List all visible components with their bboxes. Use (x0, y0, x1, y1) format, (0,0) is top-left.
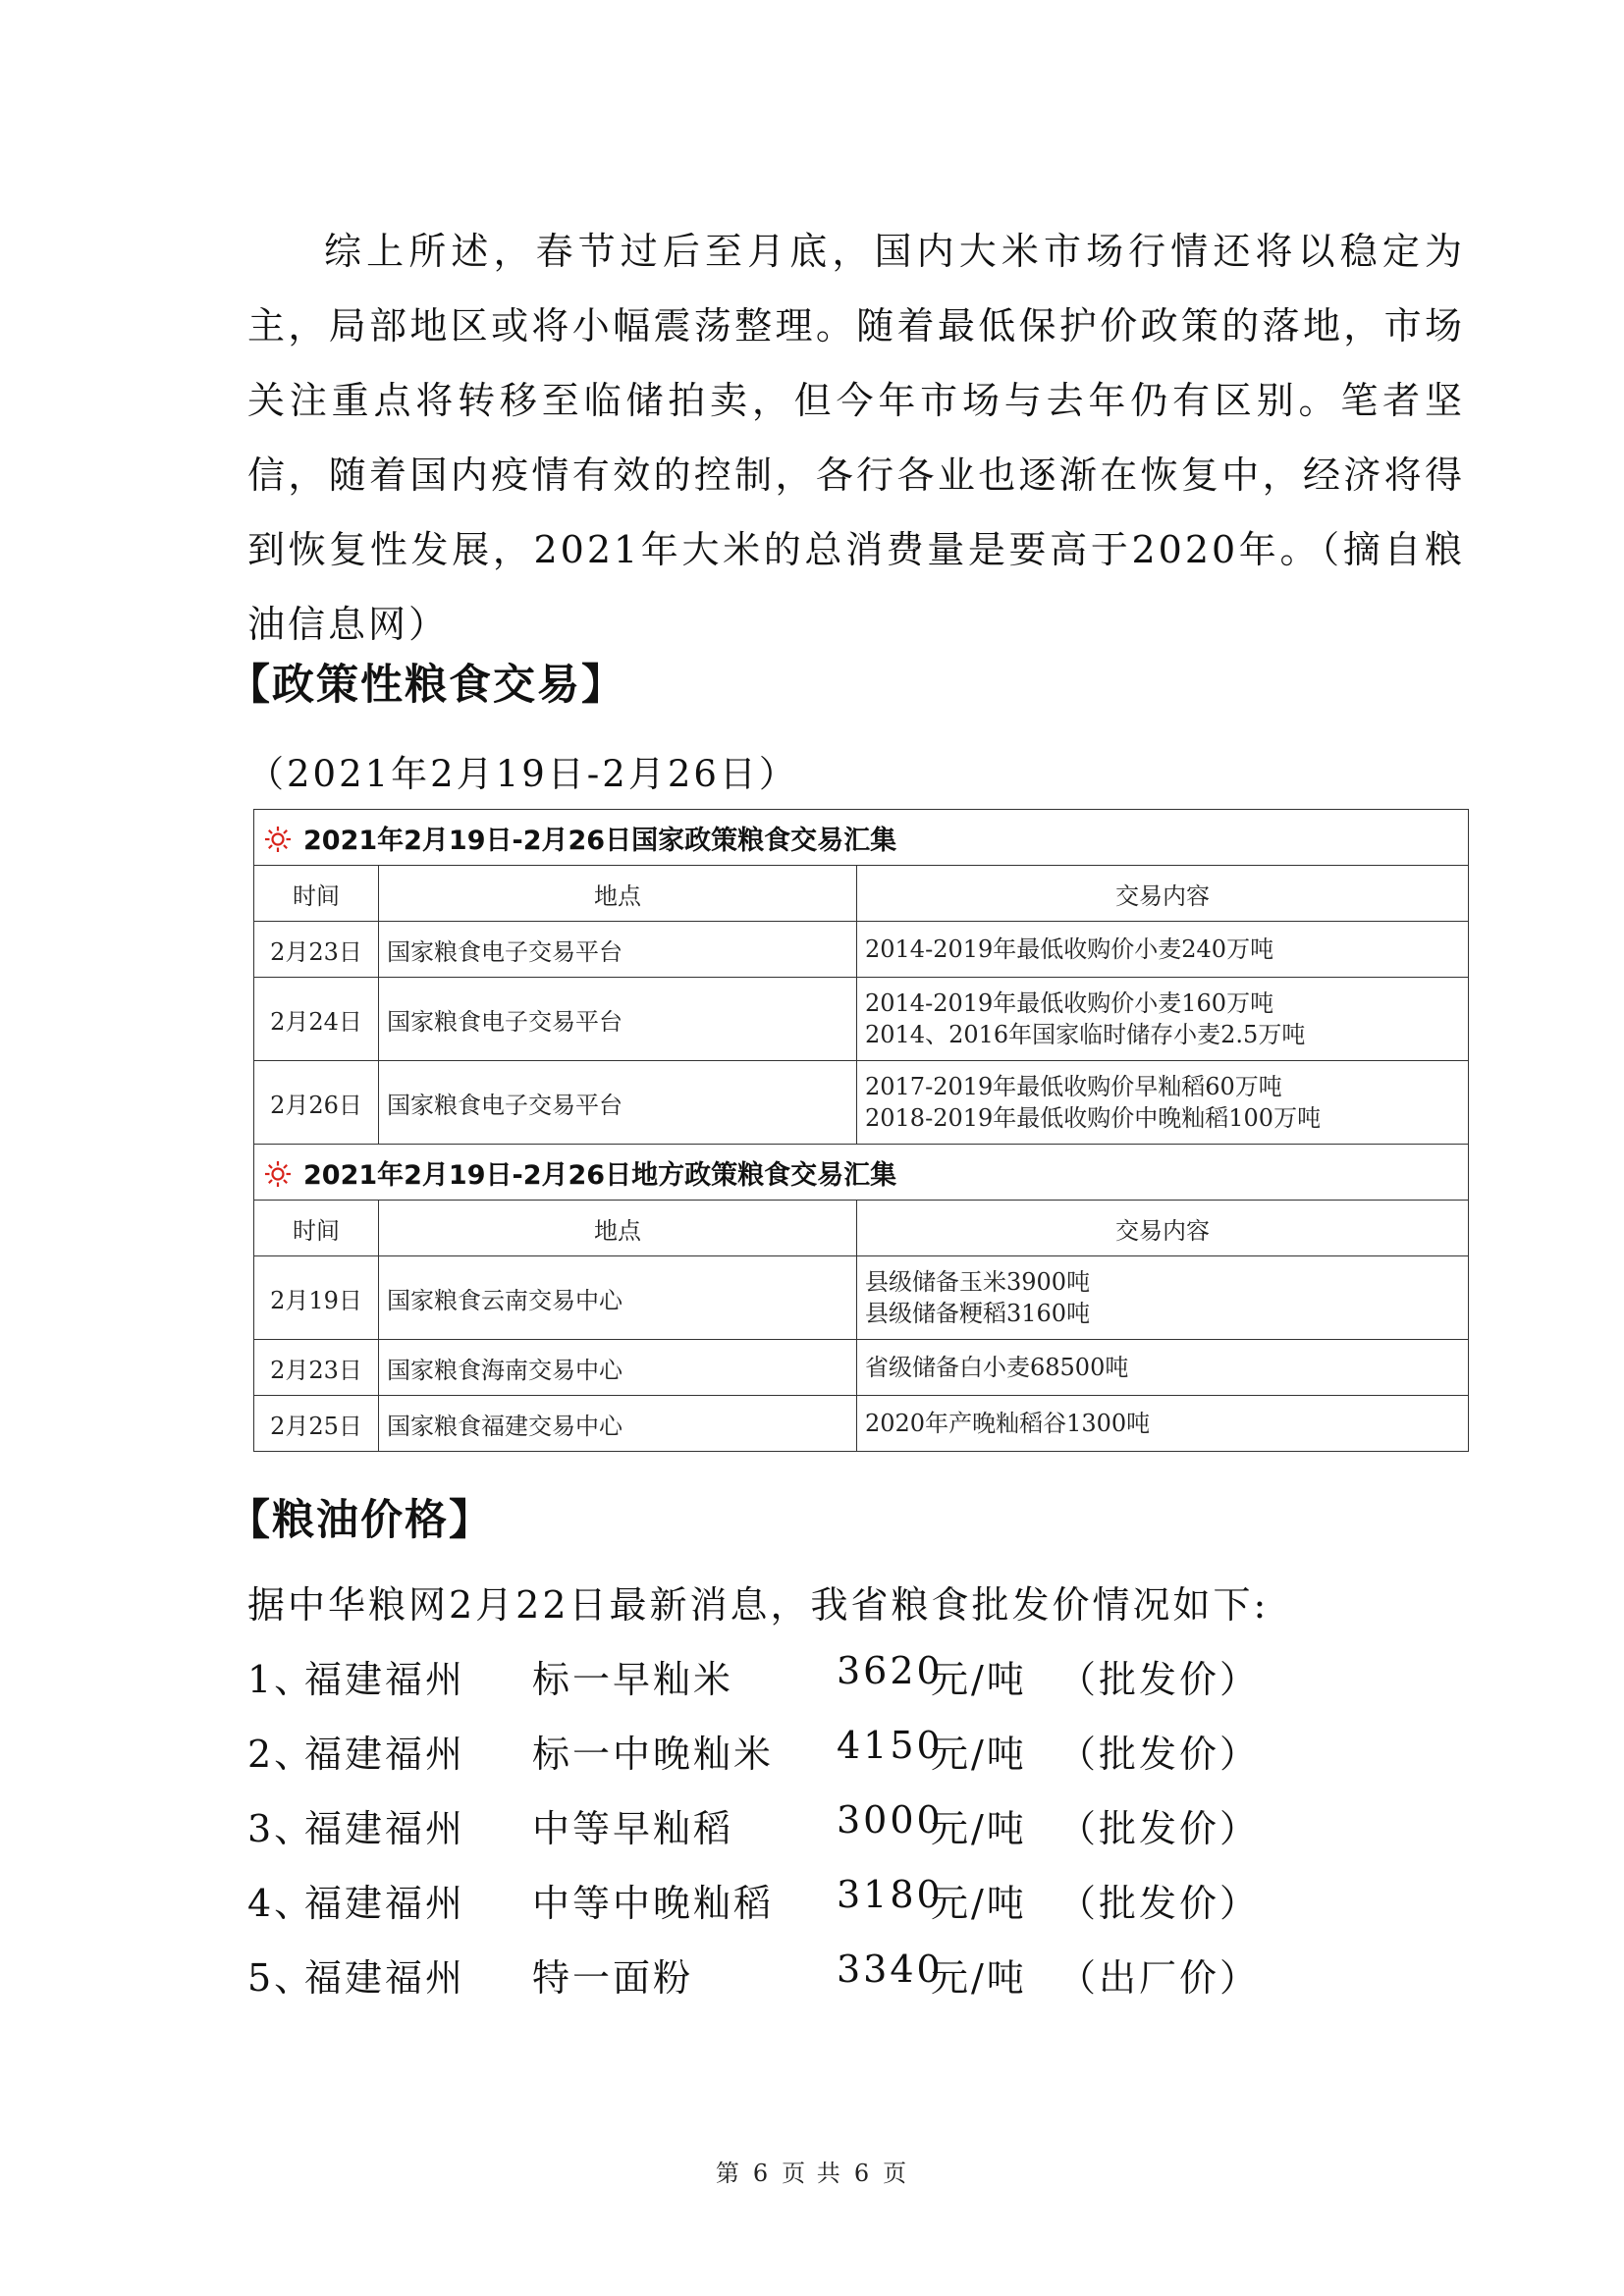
price-item-region: 福建福州 (304, 1956, 466, 2000)
list-item (247, 1649, 1261, 1724)
price-item-price: 3340 (837, 1948, 944, 1991)
local-section-row (254, 1145, 1469, 1201)
price-item-product: 中等中晚籼稻 (532, 1882, 775, 1925)
national-section-row (254, 810, 1469, 866)
list-item (247, 1724, 1261, 1798)
row-content (857, 922, 1469, 978)
row-content-line: 2014-2019年最低收购价小麦240万吨 (865, 935, 1274, 963)
header-time: 时间 (254, 866, 379, 922)
table-row (254, 978, 1469, 1061)
local-header-row (254, 1201, 1469, 1256)
price-item-type: （出厂价） (1058, 1956, 1261, 2000)
row-time: 2月25日 (254, 1396, 379, 1452)
price-item-type: （批发价） (1058, 1882, 1261, 1925)
price-item-price: 3000 (837, 1798, 944, 1842)
row-time: 2月19日 (254, 1256, 379, 1340)
price-item-region: 福建福州 (304, 1882, 466, 1925)
price-item-region: 福建福州 (304, 1807, 466, 1850)
price-item-number: 5、 (247, 1956, 315, 2000)
policy-date-range: （2021年2月19日-2月26日） (247, 753, 798, 795)
national-header-row (254, 866, 1469, 922)
price-intro: 据中华粮网2月22日最新消息，我省粮食批发价情况如下: (247, 1583, 1270, 1627)
row-content-line: 2014-2019年最低收购价小麦160万吨 (865, 989, 1274, 1017)
row-content-line: 2018-2019年最低收购价中晚籼稻100万吨 (865, 1104, 1322, 1132)
row-place: 国家粮食电子交易平台 (379, 1061, 857, 1145)
local-section-title: 2021年2月19日-2月26日地方政策粮食交易汇集 (303, 1159, 897, 1191)
row-time: 2月26日 (254, 1061, 379, 1145)
row-place: 国家粮食电子交易平台 (379, 922, 857, 978)
price-item-price: 4150 (837, 1724, 944, 1767)
price-list (247, 1649, 1261, 2022)
row-content (857, 1396, 1469, 1452)
summary-paragraph: 综上所述，春节过后至月底，国内大米市场行情还将以稳定为主，局部地区或将小幅震荡整理。随着最低保护价政策的落地，市场关注重点将转移至临储拍卖，但今年市场与去年仍有区别。笔者坚信，随着国内疫情有效的控制，各行各业也逐渐在恢复中，经济将得到恢复性发展，2021年大米的总消费量是要高于2020年。（摘自粮油信息网） (247, 230, 1465, 646)
header-place: 地点 (379, 866, 857, 922)
footer-middle: 页 共 (782, 2160, 842, 2187)
row-content-line: 省级储备白小麦68500吨 (865, 1354, 1129, 1381)
row-place: 国家粮食电子交易平台 (379, 978, 857, 1061)
row-time: 2月23日 (254, 922, 379, 978)
price-item-unit: 元/吨 (931, 1882, 1027, 1925)
price-item-product: 标一中晚籼米 (532, 1733, 775, 1776)
list-item (247, 1873, 1261, 1948)
row-content-line: 2020年产晚籼稻谷1300吨 (865, 1410, 1151, 1437)
policy-trade-heading: 【政策性粮食交易】 (228, 661, 625, 710)
price-item-product: 特一面粉 (532, 1956, 694, 2000)
grain-oil-price-heading: 【粮油价格】 (228, 1496, 493, 1545)
row-content (857, 1256, 1469, 1340)
row-content-line: 2017-2019年最低收购价早籼稻60万吨 (865, 1073, 1282, 1100)
price-item-unit: 元/吨 (931, 1807, 1027, 1850)
row-content (857, 1340, 1469, 1396)
footer-suffix: 页 (883, 2160, 909, 2187)
table-row (254, 1340, 1469, 1396)
price-item-number: 1、 (247, 1658, 315, 1701)
policy-trade-table (253, 809, 1469, 1452)
table-row (254, 1061, 1469, 1145)
table-row (254, 1396, 1469, 1452)
price-item-number: 4、 (247, 1882, 315, 1925)
price-item-unit: 元/吨 (931, 1956, 1027, 2000)
header-content: 交易内容 (857, 866, 1469, 922)
row-place: 国家粮食海南交易中心 (379, 1340, 857, 1396)
list-item (247, 1948, 1261, 2022)
local-section-title-cell (254, 1145, 1469, 1201)
row-time: 2月23日 (254, 1340, 379, 1396)
price-item-type: （批发价） (1058, 1733, 1261, 1776)
table-row (254, 1256, 1469, 1340)
price-item-type: （批发价） (1058, 1658, 1261, 1701)
national-section-title-cell (254, 810, 1469, 866)
sun-icon (264, 1160, 292, 1188)
row-place: 国家粮食福建交易中心 (379, 1396, 857, 1452)
row-content-line: 县级储备粳稻3160吨 (865, 1300, 1091, 1327)
price-item-product: 标一早籼米 (532, 1658, 734, 1701)
footer-page-number: 6 (752, 2160, 771, 2187)
price-item-type: （批发价） (1058, 1807, 1261, 1850)
header-place: 地点 (379, 1201, 857, 1256)
header-content: 交易内容 (857, 1201, 1469, 1256)
list-item (247, 1798, 1261, 1873)
price-item-unit: 元/吨 (931, 1658, 1027, 1701)
row-content-line: 2014、2016年国家临时储存小麦2.5万吨 (865, 1021, 1306, 1048)
price-item-number: 3、 (247, 1807, 315, 1850)
header-time: 时间 (254, 1201, 379, 1256)
row-time: 2月24日 (254, 978, 379, 1061)
row-place: 国家粮食云南交易中心 (379, 1256, 857, 1340)
footer-prefix: 第 (715, 2160, 741, 2187)
price-item-product: 中等早籼稻 (532, 1807, 734, 1850)
page-footer (0, 2154, 1624, 2188)
row-content (857, 1061, 1469, 1145)
table-row (254, 922, 1469, 978)
row-content (857, 978, 1469, 1061)
footer-total-pages: 6 (853, 2160, 872, 2187)
price-item-region: 福建福州 (304, 1733, 466, 1776)
price-item-unit: 元/吨 (931, 1733, 1027, 1776)
row-content-line: 县级储备玉米3900吨 (865, 1268, 1091, 1296)
national-section-title: 2021年2月19日-2月26日国家政策粮食交易汇集 (303, 825, 897, 856)
price-item-region: 福建福州 (304, 1658, 466, 1701)
price-item-number: 2、 (247, 1733, 315, 1776)
price-item-price: 3620 (837, 1649, 944, 1692)
price-item-price: 3180 (837, 1873, 944, 1916)
sun-icon (264, 826, 292, 853)
